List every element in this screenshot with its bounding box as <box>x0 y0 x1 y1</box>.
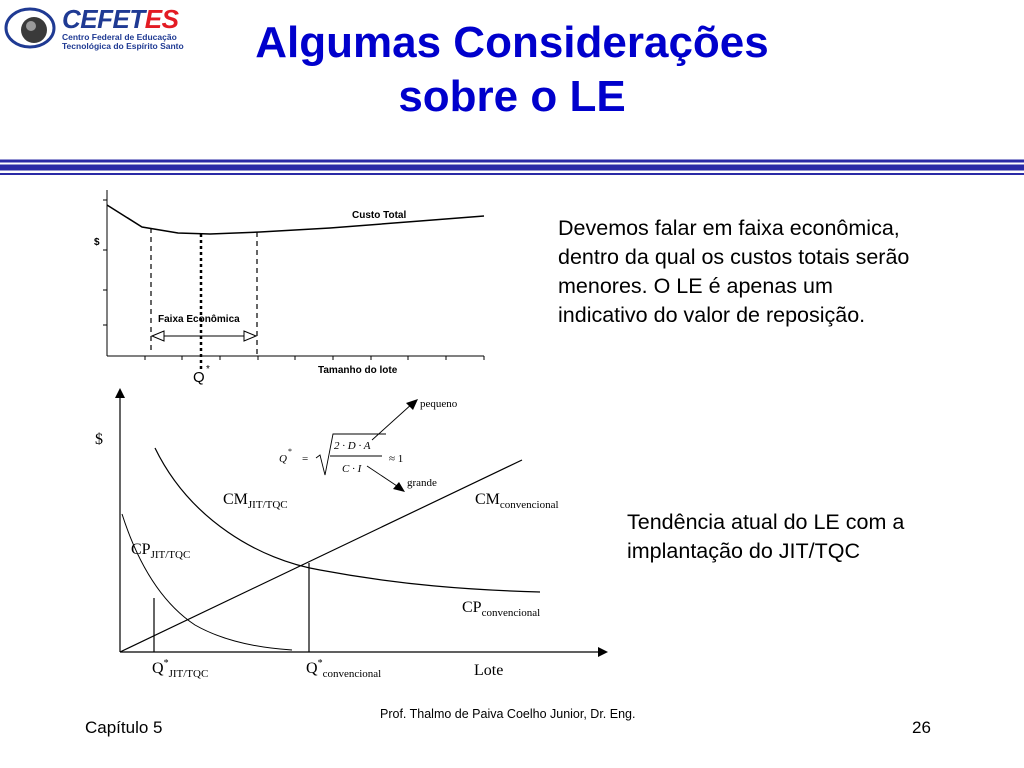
formula-lhs: Q <box>279 453 287 465</box>
title-line-2: sobre o LE <box>398 72 626 121</box>
footer-page-number: 26 <box>912 718 931 737</box>
chart2-x-label: Lote <box>474 662 504 679</box>
formula-up-arrowhead <box>406 399 418 410</box>
cm-jit-tqc-label: $CM_{JIT/TQC}$ <box>223 491 288 511</box>
cp-jit-tqc-label: $CP_{JIT/TQC}$ <box>131 541 191 561</box>
chart1-y-label: $ <box>94 237 100 248</box>
logo-line-2: Tecnológica do Espírito Santo <box>62 41 184 51</box>
formula-denominator: C · I <box>342 463 362 475</box>
formula-lhs-sup: * <box>288 447 292 456</box>
formula-numerator: 2 · D · A <box>334 440 371 452</box>
chart2-y-label: $ <box>95 431 103 448</box>
cp-convencional-label: $CP_{convencional}$ <box>462 599 541 619</box>
chart2-x-arrowhead <box>598 647 608 657</box>
formula-down-arrow <box>367 466 400 488</box>
eoq-formula <box>279 398 458 492</box>
title-line-1: Algumas Considerações <box>255 18 769 67</box>
cm-convencional-label: $CM_{convencional}$ <box>475 491 559 511</box>
total-cost-label: Custo Total <box>352 210 407 221</box>
jit-trend-note: Tendência atual do LE com a implantação do JIT/TQC <box>627 510 905 563</box>
formula-up-label: pequeno <box>420 398 458 410</box>
chart2-y-arrowhead <box>115 388 125 398</box>
formula-down-arrowhead <box>393 482 405 492</box>
footer-chapter: Capítulo 5 <box>85 718 163 737</box>
formula-equals: = <box>302 453 309 465</box>
formula-approx: ≈ 1 <box>389 453 404 465</box>
logo-line-1: Centro Federal de Educação <box>62 32 177 42</box>
q-jit-tqc-label: $Q^*_{JIT/TQC}$ <box>152 658 209 680</box>
logo-name: CEFETES <box>62 4 179 34</box>
economic-range-note: Devemos falar em faixa econômica, dentro da qual os custos totais serão menores. O LE é apenas um indicativo do valor de reposição. <box>558 216 910 327</box>
formula-down-label: grande <box>407 477 437 489</box>
chart1-x-label: Tamanho do lote <box>318 365 398 376</box>
economic-range-label: Faixa Econômica <box>158 314 240 325</box>
q-convencional-label: $Q^*_{convencional}$ <box>306 658 382 680</box>
optimum-label: Q <box>193 369 205 386</box>
formula-up-arrow <box>372 403 413 440</box>
footer-author: Prof. Thalmo de Paiva Coelho Junior, Dr. Eng. <box>380 707 636 721</box>
optimum-sup: * <box>206 364 210 375</box>
